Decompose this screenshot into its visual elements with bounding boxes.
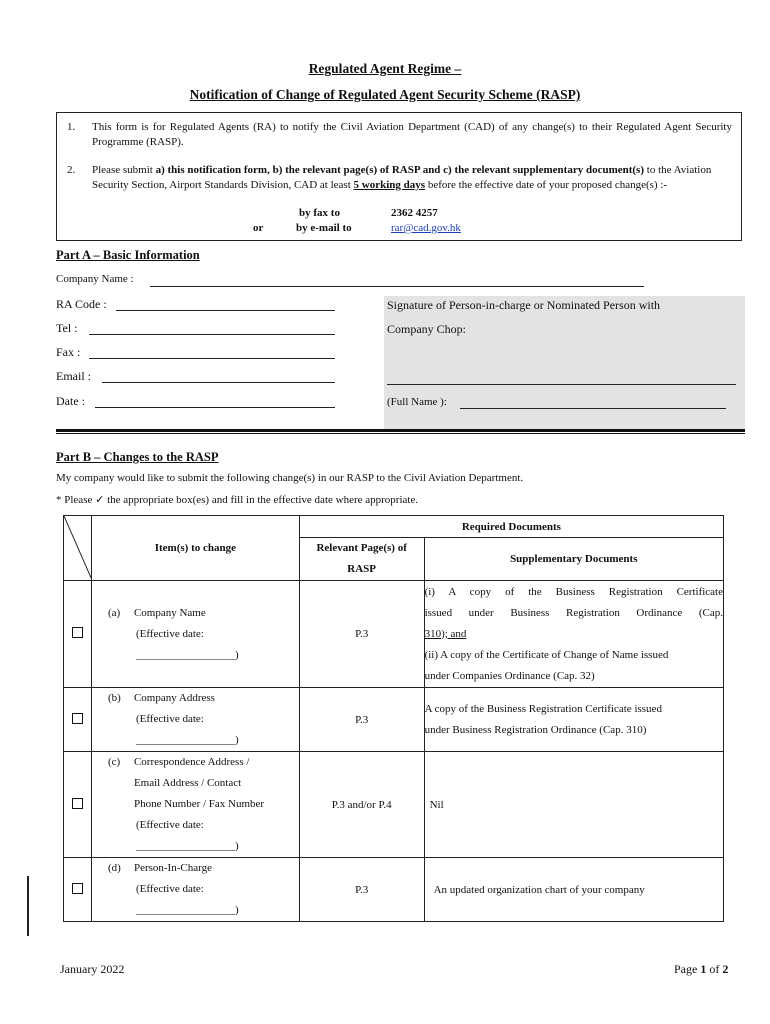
instruction-2-text: Please submit a) this notification form, b) the relevant page(s) of RASP and c) the relevant supplementary document(s) to the Aviation Security Section, Airport Standards Division, CAD at least 5 working days before the effective date of your proposed change(s) :-: [92, 164, 712, 191]
or-label: or: [253, 222, 264, 234]
effective-date-field[interactable]: __________________): [135, 904, 239, 916]
email-label: by e-mail to: [296, 222, 352, 234]
signature-label: Signature of Person-in-charge or Nominated Person with: [387, 298, 661, 312]
checkbox-person-in-charge[interactable]: [72, 883, 83, 894]
full-name-field[interactable]: [460, 408, 726, 409]
form-title: Regulated Agent Regime –: [308, 61, 462, 76]
section-divider: [56, 429, 745, 432]
header-diagonal-cell: [64, 516, 92, 581]
item-cell: (a) Company Name (Effective date: __________________): [91, 581, 299, 688]
full-name-label: (Full Name ):: [387, 396, 447, 408]
checkbox-correspondence[interactable]: [72, 798, 83, 809]
effective-date-field[interactable]: __________________): [135, 734, 239, 746]
table-row: [64, 581, 724, 688]
company-name-label: Company Name :: [56, 273, 134, 285]
part-b-note: * Please ✓ the appropriate box(es) and fill in the effective date where appropriate.: [56, 494, 419, 506]
supp-cell: (i) A copy of the Business Registration Certificate issued under Business Registration Ordinance (Cap. 310); and (ii) A copy of the Certificate of Change of Name issued under Companies Ordinance (Cap. 32): [424, 581, 723, 688]
tel-field[interactable]: [89, 334, 335, 335]
fax-number: 2362 4257: [391, 207, 438, 219]
table-row: [64, 858, 724, 922]
item-cell: (d) Person-In-Charge (Effective date: __________________): [91, 858, 299, 922]
section-divider-thin: [56, 433, 745, 434]
header-required-docs: Required Documents: [299, 516, 723, 538]
signature-line: [387, 384, 736, 385]
item-cell: (c) Correspondence Address / Email Address / Contact Phone Number / Fax Number (Effective date: __________________): [91, 752, 299, 858]
fax-field[interactable]: [89, 358, 335, 359]
ra-code-field[interactable]: [116, 310, 335, 311]
part-a-heading: Part A – Basic Information: [56, 248, 200, 262]
pages-cell: P.3: [299, 688, 424, 752]
header-supp: Supplementary Documents: [424, 538, 723, 581]
part-b-intro: My company would like to submit the following change(s) in our RASP to the Civil Aviation Department.: [56, 472, 524, 484]
supp-cell: An updated organization chart of your company: [424, 858, 723, 922]
signature-panel[interactable]: [384, 296, 745, 430]
checkbox-company-address[interactable]: [72, 713, 83, 724]
form-subtitle: Notification of Change of Regulated Agent Security Scheme (RASP): [189, 87, 581, 102]
date-label: Date :: [56, 394, 85, 408]
table-row: [64, 752, 724, 858]
company-chop-label: Company Chop:: [387, 322, 467, 336]
supp-cell: A copy of the Business Registration Certificate issued under Business Registration Ordinance (Cap. 310): [424, 688, 723, 752]
instruction-2-number: 2.: [67, 164, 76, 176]
header-pages: Relevant Page(s) of RASP: [299, 538, 424, 581]
email-field[interactable]: [102, 382, 335, 383]
company-name-field[interactable]: [150, 286, 644, 287]
pages-cell: P.3: [299, 581, 424, 688]
header-items: Item(s) to change: [91, 516, 299, 581]
tel-label: Tel :: [56, 321, 78, 335]
pages-cell: P.3: [299, 858, 424, 922]
pages-cell: P.3 and/or P.4: [299, 752, 424, 858]
checkbox-company-name[interactable]: [72, 627, 83, 638]
part-b-heading: Part B – Changes to the RASP: [56, 450, 219, 464]
instruction-1-text: This form is for Regulated Agents (RA) to notify the Civil Aviation Department (CAD) of any change(s) to their Regulated Agent Security Programme (RASP).: [92, 121, 732, 148]
effective-date-field[interactable]: __________________): [135, 648, 239, 661]
ra-code-label: RA Code :: [56, 297, 107, 311]
instruction-1-number: 1.: [67, 121, 76, 133]
margin-bar: [27, 876, 29, 936]
effective-date-field[interactable]: __________________): [135, 840, 239, 852]
item-cell: (b) Company Address (Effective date: __________________): [91, 688, 299, 752]
supp-cell: Nil: [424, 752, 723, 858]
email-link[interactable]: rar@cad.gov.hk: [391, 222, 461, 234]
table-row: [64, 688, 724, 752]
fax-label: by fax to: [299, 207, 340, 219]
changes-table: [63, 515, 724, 922]
footer-date: January 2022: [60, 962, 125, 976]
diagonal-line: [64, 516, 92, 580]
email-field-label: Email :: [56, 369, 91, 383]
fax-field-label: Fax :: [56, 345, 81, 359]
date-field[interactable]: [95, 407, 335, 408]
page-number: Page 1 of 2: [674, 962, 729, 976]
